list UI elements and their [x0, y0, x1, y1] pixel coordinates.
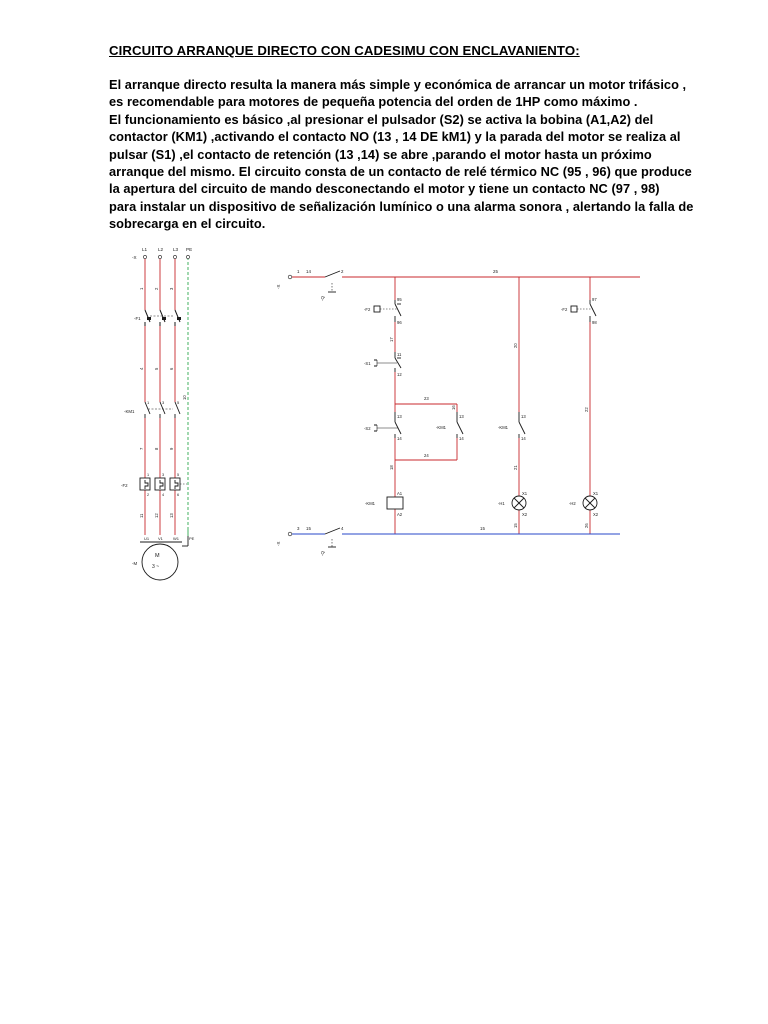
control-wire-number: 15 — [513, 523, 518, 528]
relay-terminal: 4 — [162, 493, 165, 497]
power-supply-tag: -X — [132, 255, 137, 260]
control-wire-number: 24 — [424, 453, 429, 458]
stop-terminal: 12 — [397, 372, 402, 377]
power-wire-number: 13 — [169, 513, 174, 518]
control-terminal: 4 — [341, 526, 344, 531]
stop-terminal: 11 — [397, 352, 402, 357]
lamp1-tag: -H1 — [498, 501, 505, 506]
motor-terminal: W1 — [173, 536, 179, 541]
lamp2-terminal: X1 — [593, 491, 599, 496]
control-supply-tag: -X — [276, 541, 281, 546]
motor-tag: -M — [132, 561, 138, 566]
stop-button-tag: -S1 — [364, 361, 371, 366]
power-wire-number: 1 — [139, 287, 144, 290]
control-wire-number: 17 — [389, 337, 394, 342]
start-terminal: 13 — [397, 414, 402, 419]
relay-terminal: 6 — [177, 493, 180, 497]
control-wire-number: 26 — [584, 523, 589, 528]
control-wire-number: 16 — [451, 405, 456, 410]
contactor-terminal: 1 — [147, 400, 150, 405]
relay-nc-terminal: 96 — [397, 320, 402, 325]
body-line: sobrecarga en el circuito. — [109, 216, 266, 232]
power-wire-number: 7 — [139, 447, 144, 450]
power-wire-number: 4 — [139, 367, 144, 370]
coil-symbol — [387, 497, 403, 509]
motor-label: M — [155, 553, 160, 559]
lamp1-terminal: X1 — [522, 491, 528, 496]
relay-alarm-terminal: 98 — [592, 320, 597, 325]
body-line: El arranque directo resulta la manera más simple y económica de arrancar un motor trifásico , — [109, 77, 687, 92]
breaker-tag: -Q — [320, 551, 325, 556]
relay-terminal: 3 — [162, 473, 165, 477]
phase-label-l1: L1 — [142, 247, 148, 252]
pe-wire-number: 10 — [182, 395, 187, 400]
body-line: es recomendable para motores de pequeña potencia del orden de 1HP como máximo . — [109, 94, 638, 110]
hold-contact-tag: -KM1 — [436, 425, 447, 430]
motor-phase-mark: 3 ~ — [152, 564, 160, 570]
motor-terminal: PE — [189, 536, 195, 541]
phase-label-pe: PE — [186, 247, 193, 252]
control-wire-number: 21 — [513, 465, 518, 470]
power-wire-number: 3 — [169, 287, 174, 290]
body-line: para instalar un dispositivo de señalización lumínico o una alarma sonora , alertando la falla de — [109, 198, 694, 214]
document-title: CIRCUITO ARRANQUE DIRECTO CON CADESIMU CON ENCLAVANIENTO: — [109, 43, 580, 58]
control-wire-number: 15 — [306, 526, 311, 531]
power-wire-number: 2 — [154, 287, 159, 290]
relay-terminal: 5 — [177, 473, 180, 477]
control-wire-number: 23 — [424, 396, 429, 401]
lamp2-terminal: X2 — [593, 512, 599, 517]
power-wire-number: 6 — [169, 367, 174, 370]
control-wire-number: 14 — [306, 269, 311, 274]
relay-tag: -F2 — [121, 483, 128, 488]
hold-terminal: 14 — [459, 436, 464, 441]
start-terminal: 14 — [397, 436, 402, 441]
lamp1-terminal: X2 — [522, 512, 528, 517]
power-wire-number: 11 — [139, 513, 144, 518]
lamp-contact-terminal: 14 — [521, 436, 526, 441]
phase-label-l3: L3 — [173, 247, 179, 252]
control-wire-number: 20 — [513, 343, 518, 348]
coil-tag: -KM1 — [365, 501, 376, 506]
relay-alarm-tag: -F2 — [561, 307, 568, 312]
power-wire-number: 9 — [169, 447, 174, 450]
relay-nc-tag: -F2 — [364, 307, 371, 312]
control-wire-number: 25 — [493, 269, 498, 274]
start-button-tag: -S2 — [364, 426, 371, 431]
relay-alarm-terminal: 97 — [592, 297, 597, 302]
body-line: arranque del mismo. El circuito consta de un contacto de relé térmico NC (95 , 96) que produce — [109, 163, 692, 179]
coil-terminal: A1 — [397, 491, 403, 496]
body-line: la apertura del circuito de mando desconectando el motor y tiene un contacto NC (97 , 98) — [109, 181, 660, 197]
power-wire-number: 5 — [154, 367, 159, 370]
coil-terminal: A2 — [397, 512, 403, 517]
hold-terminal: 13 — [459, 414, 464, 419]
control-wire-number: 22 — [584, 407, 589, 412]
motor-terminal: V1 — [158, 536, 163, 541]
contactor-tag: -KM1 — [124, 409, 135, 414]
relay-terminal: 2 — [147, 493, 150, 497]
control-terminal: 2 — [341, 269, 344, 274]
fuse-tag: -F1 — [134, 316, 141, 321]
control-terminal: 3 — [297, 526, 300, 531]
relay-nc-terminal: 95 — [397, 297, 402, 302]
body-line: El funcionamiento es básico ,al presionar el pulsador (S2) se activa la bobina (A1,A2) del — [109, 111, 654, 127]
phase-label-l2: L2 — [158, 247, 164, 252]
motor-terminal: U1 — [144, 536, 150, 541]
body-line: pulsar (S1) ,el contacto de retención (13 ,14) se abre ,parando el motor hasta un próximo — [109, 146, 652, 162]
contactor-terminal: 3 — [162, 400, 165, 405]
control-wire-number: 18 — [389, 465, 394, 470]
control-supply-tag: -X — [276, 284, 281, 289]
lamp-contact-tag: -KM1 — [498, 425, 509, 430]
power-wire-number: 8 — [154, 447, 159, 450]
power-wire-number: 12 — [154, 513, 159, 518]
body-line: contactor (KM1) ,activando el contacto NO (13 , 14 DE kM1) y la parada del motor se realiza al — [109, 129, 681, 145]
breaker-tag: -Q — [320, 296, 325, 301]
relay-terminal: 1 — [147, 473, 150, 477]
control-terminal: 1 — [297, 269, 300, 274]
contactor-terminal: 5 — [177, 400, 180, 405]
lamp-contact-terminal: 13 — [521, 414, 526, 419]
control-wire-number: 15 — [480, 526, 485, 531]
lamp2-tag: -H2 — [569, 501, 576, 506]
